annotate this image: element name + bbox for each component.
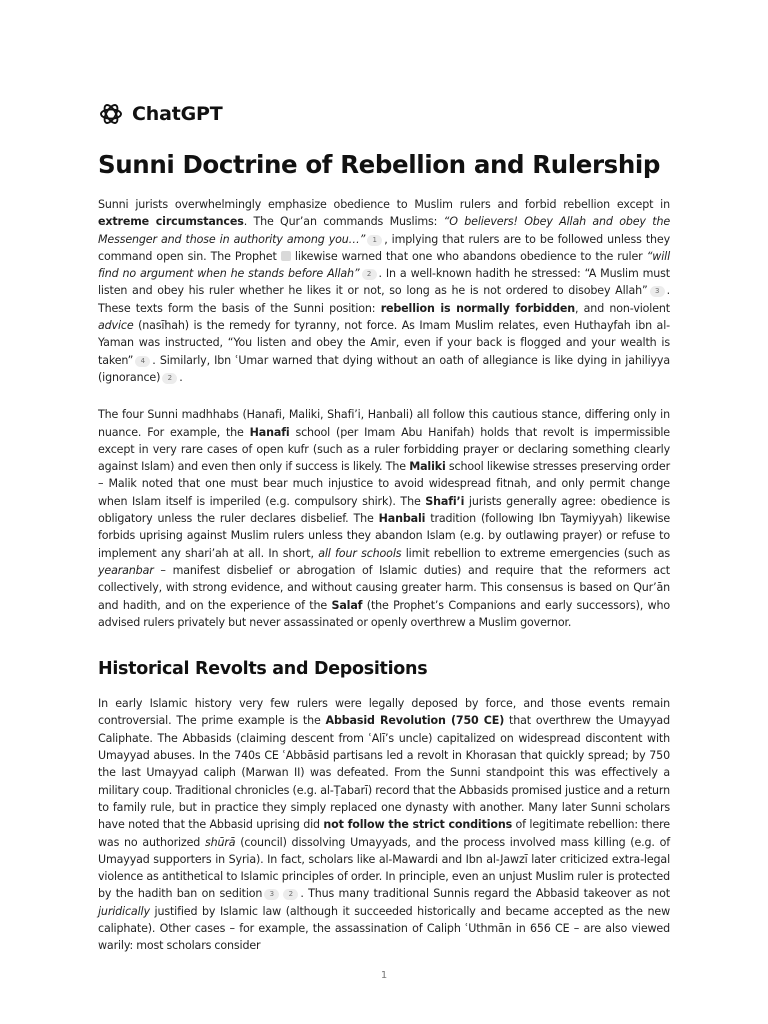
text-run: In early Islamic history very few rulers were legally deposed by force, and those events remain controversial. The prime example is the — [98, 697, 670, 728]
citation-badge[interactable]: 2 — [283, 889, 298, 900]
bold-text: extreme circumstances — [98, 215, 244, 229]
text-run: (council) dissolving Umayyads, and the process involved mass killing (e.g. of Umayyad supporters in Syria). In fact, scholars like al-Mawardi and Ibn al-Jawzī later criticized extra-legal violence as antithetical to Islamic principles of order. In principle, even an unjust Muslim ruler is protected by the hadith ban on sedition — [98, 835, 670, 901]
text-run: . Similarly, Ibn ʿUmar warned that dying without an oath of allegiance is like dying in jahiliyya (ignorance) — [98, 353, 670, 384]
paragraph-madhhabs — [98, 406, 670, 631]
text-run: – manifest disbelief or abrogation of Islamic duties) and require that the reformers act collectively, with strong evidence, and without causing greater harm. This consensus is based on Qur’ān and hadith, and on the experience of the — [98, 563, 670, 612]
pbuh-honorific-icon — [281, 251, 291, 261]
document-page — [98, 100, 670, 975]
text-run: Sunni jurists overwhelmingly emphasize obedience to Muslim rulers and forbid rebellion except in — [98, 198, 670, 211]
text-run: . These texts form the basis of the Sunni position: — [98, 284, 670, 315]
brand-header — [98, 100, 670, 128]
bold-text: not follow the strict conditions — [323, 818, 513, 832]
document-title: Sunni Doctrine of Rebellion and Rulership — [98, 150, 661, 179]
text-run: , implying that rulers are to be followed unless they command open sin. The Prophet — [98, 232, 670, 263]
brand-name: ChatGPT — [132, 103, 223, 125]
text-run: school (per Imam Abu Hanifah) holds that revolt is impermissible except in very rare cases of open kufr (such as a ruler forbidding prayer or declaring something clearly against Islam) and even then only if success is likely. The — [98, 425, 670, 474]
text-run: tradition (following Ibn Taymiyyah) likewise forbids uprising against Muslim rulers unless they abandon Islam (e.g. by outlawing prayer) or refuse to implement any shari’ah at all. In short, — [98, 512, 670, 560]
page-number: 1 — [380, 970, 388, 981]
paragraph-obedience — [98, 196, 670, 386]
bold-text: rebellion is normally forbidden — [380, 301, 575, 315]
text-run: (nasīhah) is the remedy for tyranny, not force. As Imam Muslim relates, even Huthayfah ibn al-Yaman was instructed, “You listen and obey the Amir, even if your back is flogged and your wealth is taken” — [98, 319, 670, 367]
text-run: . — [179, 370, 183, 384]
text-run: The four Sunni madhhabs (Hanafi, Maliki, Shafi’i, Hanbali) all follow this cautious stance, differing only in nuance. For example, the — [98, 408, 670, 439]
text-run: . In a well-known hadith he stressed: “A Muslim must listen and obey his ruler whether he likes it or not, so long as he is not ordered to disobey Allah” — [98, 267, 670, 298]
italic-text: shūrā — [204, 835, 236, 849]
text-run: jurists generally agree: obedience is obligatory unless the ruler declares disbelief. The — [98, 494, 670, 526]
text-run: that overthrew the Umayyad Caliphate. The Abbasids (claiming descent from ʿAlī’s uncle) capitalized on widespread discontent with Umayyad abuses. In the 740s CE ʿAbbāsid partisans led a revolt in Khorasan that quickly spread; by 750 the last Umayyad caliph (Marwan II) was defeated. From the Sunni standpoint this was effectively a military coup. Traditional chronicles (e.g. al-Ṭabarī) record that the Abbasids promised justice and a return to family rule, but in practice they simply replaced one dynasty with another. Many later Sunni scholars have noted that the Abbasid uprising did — [98, 714, 670, 832]
bold-text: Maliki — [409, 460, 446, 474]
italic-text: yearanbar — [98, 563, 154, 577]
section-heading: Historical Revolts and Depositions — [98, 659, 428, 680]
italic-text: juridically — [98, 904, 150, 918]
bold-text: Shafi’i — [425, 494, 465, 508]
italic-quote: “will find no argument when he stands before Allah” — [98, 249, 671, 281]
paragraph-history — [98, 695, 670, 954]
bold-text: Hanafi — [249, 425, 290, 439]
italic-quote: “O believers! Obey Allah and obey the Messenger and those in authority among you…” — [98, 215, 671, 246]
text-run: (the Prophet’s Companions and early successors), who advised rulers privately but never assassinated or openly overthrew a Muslim governor. — [98, 598, 670, 629]
italic-text: all four schools — [318, 546, 402, 560]
text-run: . The Qur’an commands Muslims: — [243, 215, 444, 229]
text-run: justified by Islamic law (although it succeeded historically and became accepted as the new caliphate). Other cases – for example, the assassination of Caliph ʿUthmān in 656 CE – are also viewed warily: most scholars consider — [98, 904, 670, 953]
italic-text: advice — [98, 319, 134, 333]
citation-badge[interactable]: 2 — [362, 269, 377, 280]
bold-text: Salaf — [331, 598, 363, 612]
text-run: of legitimate rebellion: there was no authorized — [98, 818, 670, 849]
text-run: , and non-violent — [575, 301, 670, 315]
citation-badge[interactable]: 2 — [162, 373, 177, 384]
text-run: school likewise stresses preserving order – Malik noted that one must bear much injustice to avoid widespread fitnah, and only permit change when Islam itself is imperiled (e.g. compulsory shirk). The — [98, 460, 670, 508]
openai-logo-icon — [98, 101, 124, 127]
bold-text: Hanbali — [378, 512, 426, 526]
citation-badge[interactable]: 3 — [264, 889, 279, 900]
citation-badge[interactable]: 1 — [367, 235, 382, 246]
citation-badge[interactable]: 4 — [135, 356, 150, 367]
text-run: likewise warned that one who abandons obedience to the ruler — [290, 249, 647, 263]
text-run: . Thus many traditional Sunnis regard the Abbasid takeover as not — [300, 887, 670, 901]
citation-badge[interactable]: 3 — [650, 286, 665, 297]
text-run: limit rebellion to extreme emergencies (such as — [401, 546, 670, 560]
bold-text: Abbasid Revolution (750 CE) — [325, 714, 505, 728]
